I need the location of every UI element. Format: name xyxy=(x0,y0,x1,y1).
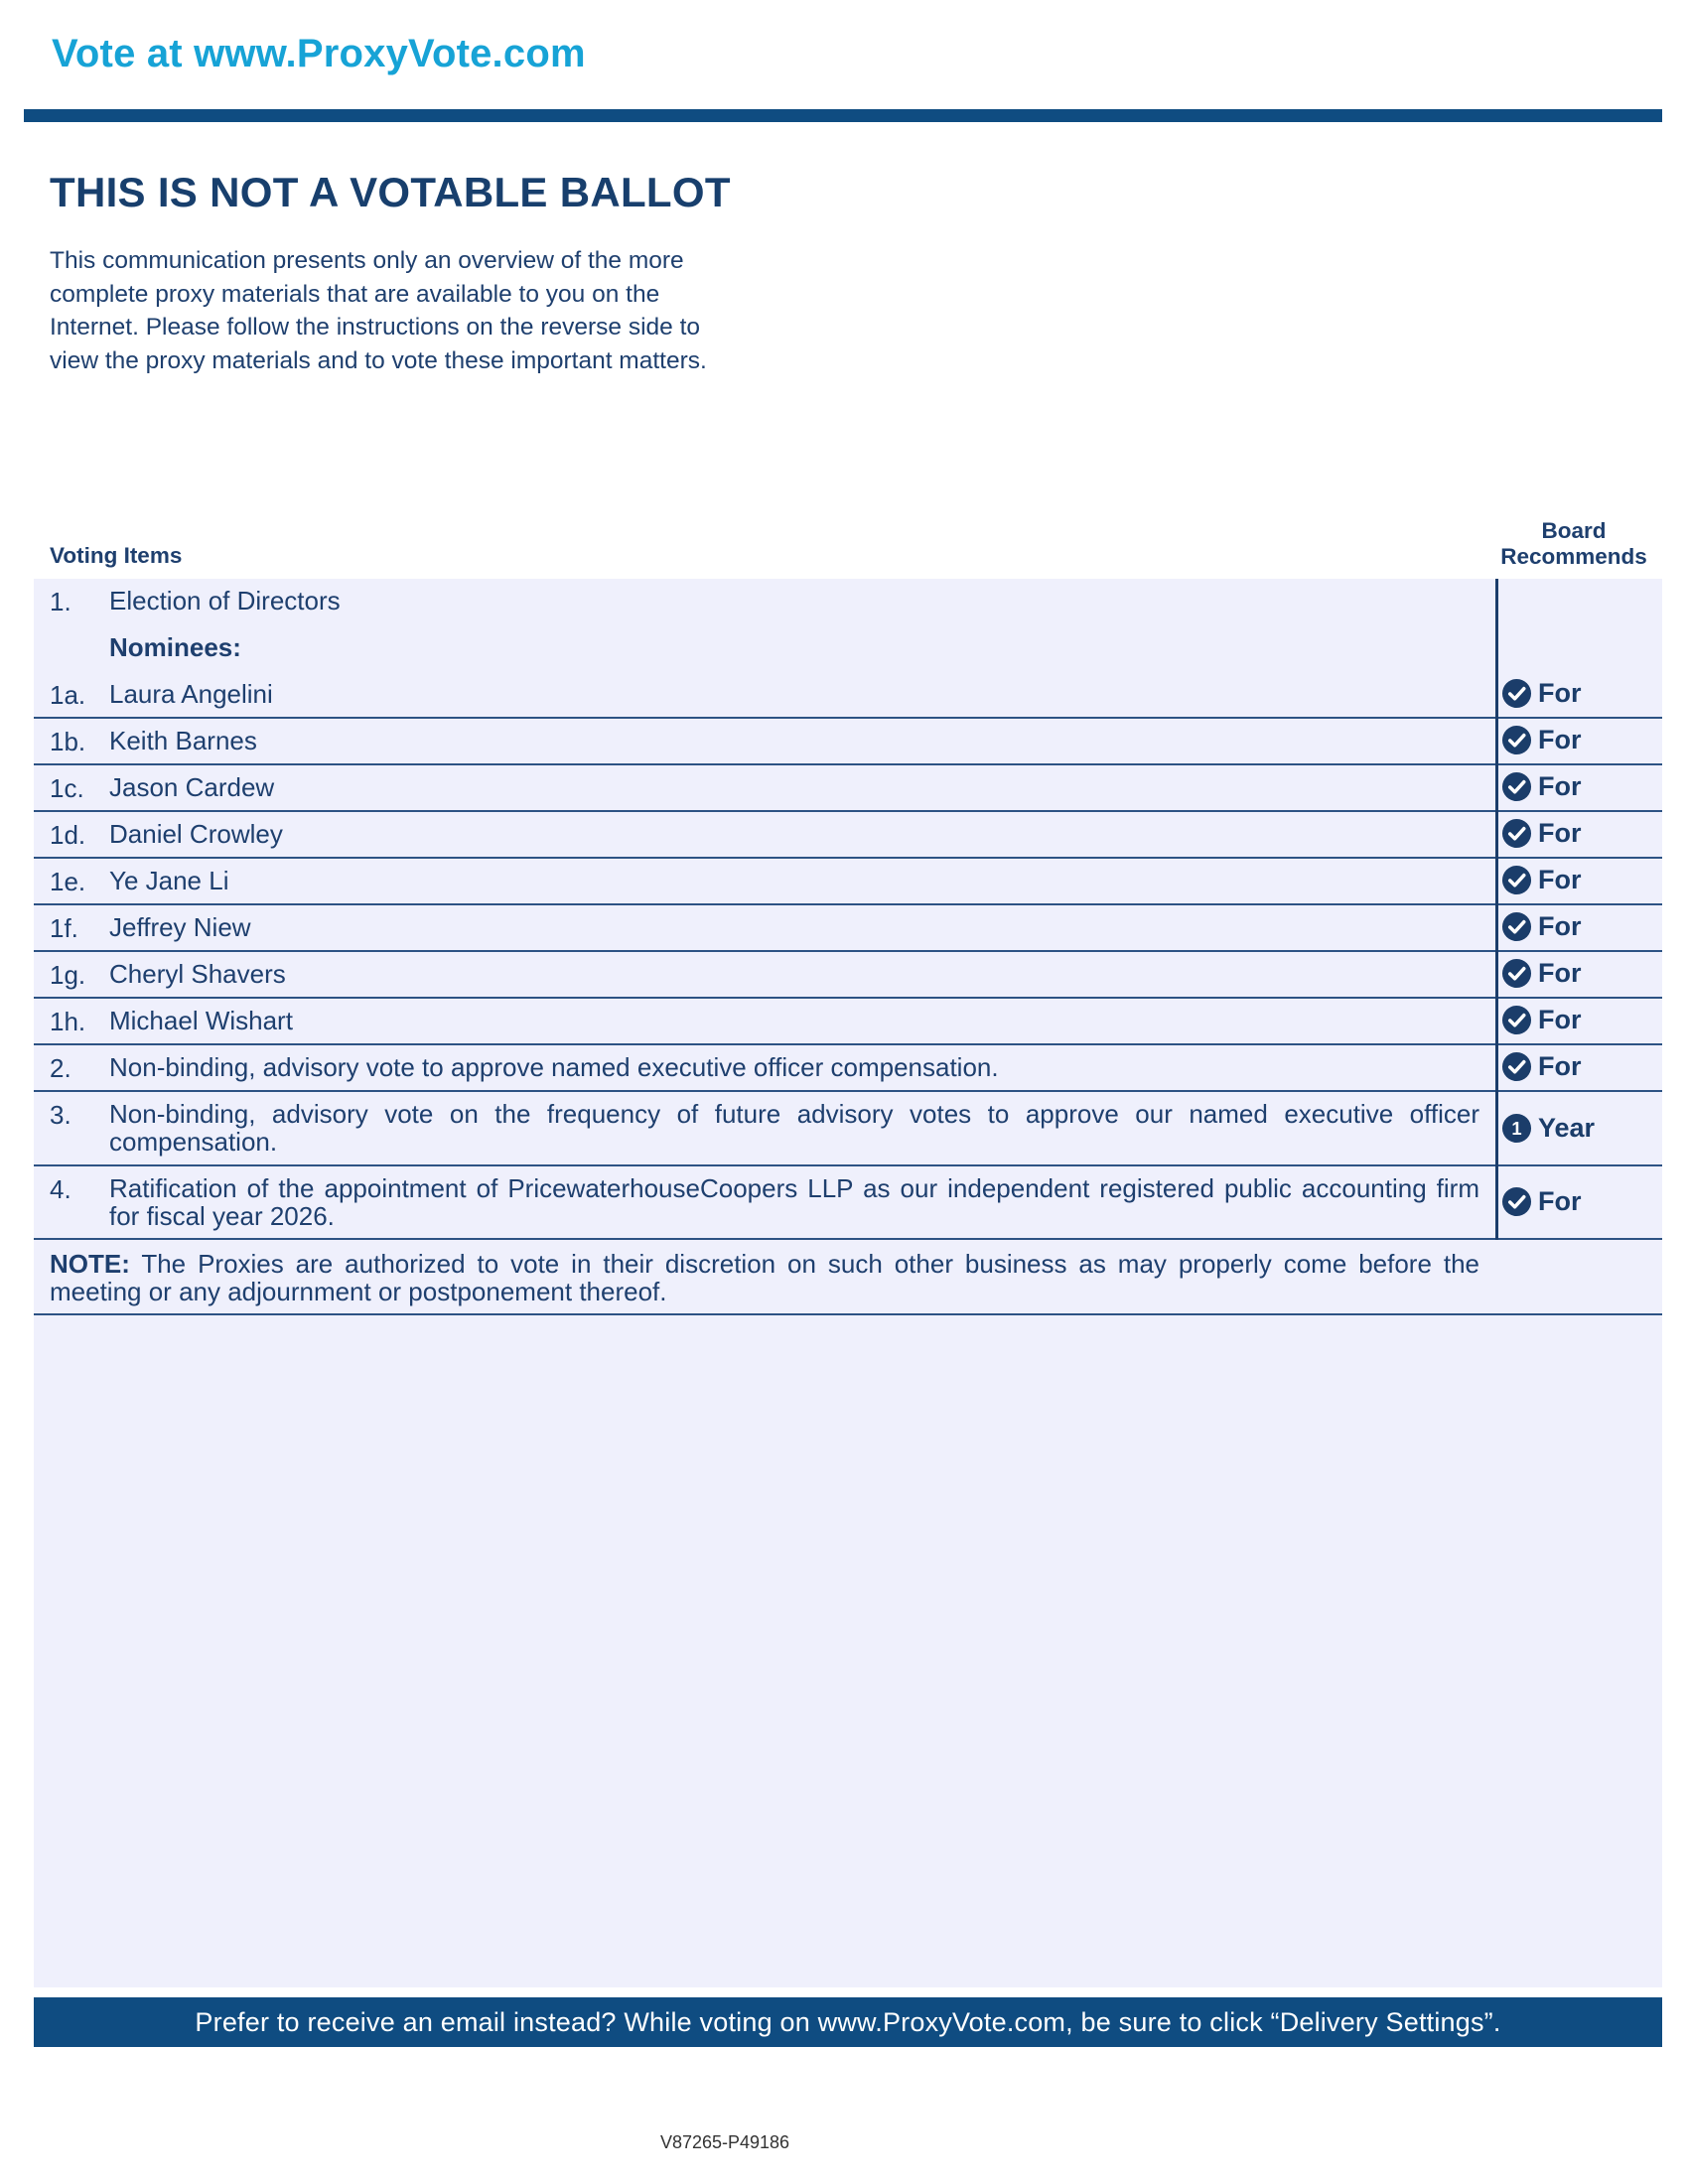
recommendation-label: For xyxy=(1538,818,1582,848)
recommendation-label: For xyxy=(1538,911,1582,941)
nominees-label: Nominees: xyxy=(109,632,241,662)
nominee-name: Jeffrey Niew xyxy=(109,912,251,942)
nominee-number: 1c. xyxy=(50,773,84,803)
table-row xyxy=(34,1166,1662,1240)
check-circle-icon xyxy=(1501,958,1532,989)
board-recommendation xyxy=(1501,771,1582,802)
table-row xyxy=(34,1045,1662,1092)
table-row xyxy=(34,765,1662,812)
board-recommends-header xyxy=(1494,518,1653,570)
table-row xyxy=(34,952,1662,999)
item-text: Ratification of the appointment of PricewaterhouseCoopers LLP as our independent registered public accounting firm for fiscal year 2026. xyxy=(109,1173,1479,1231)
nominee-name: Daniel Crowley xyxy=(109,819,283,849)
intro-line: Internet. Please follow the instructions on the reverse side to xyxy=(50,314,701,341)
item-text: Non-binding, advisory vote on the frequency of future advisory votes to approve our named executive officer compensation. xyxy=(109,1099,1479,1157)
page-heading: THIS IS NOT A VOTABLE BALLOT xyxy=(50,169,731,215)
voting-items-header: Voting Items xyxy=(50,543,183,568)
board-header-line: Recommends xyxy=(1500,544,1647,569)
recommendation-label: Year xyxy=(1538,1113,1596,1143)
nominee-name: Ye Jane Li xyxy=(109,866,229,895)
check-circle-icon xyxy=(1501,1005,1532,1035)
nominee-number: 1a. xyxy=(50,680,86,710)
nominee-number: 1e. xyxy=(50,867,86,896)
note-text xyxy=(50,1250,1479,1305)
vote-at-title: Vote at www.ProxyVote.com xyxy=(52,32,586,75)
check-circle-icon xyxy=(1501,725,1532,755)
board-recommendation xyxy=(1501,958,1582,989)
recommendation-label: For xyxy=(1538,958,1582,988)
table-row xyxy=(34,999,1662,1045)
note-body: The Proxies are authorized to vote in their discretion on such other business as may properly come before the meeting or any adjournment or postponement thereof. xyxy=(50,1249,1479,1306)
nominee-number: 1h. xyxy=(50,1007,86,1036)
board-header-line: Board xyxy=(1541,518,1607,543)
list-item xyxy=(34,625,1662,671)
nominee-number: 1g. xyxy=(50,960,86,990)
table-row xyxy=(34,812,1662,859)
board-recommendation xyxy=(1501,865,1582,895)
item-number: 2. xyxy=(50,1053,71,1083)
recommendation-label: For xyxy=(1538,1186,1582,1216)
nominee-name: Keith Barnes xyxy=(109,726,257,755)
header-rule xyxy=(24,109,1662,122)
board-recommendation xyxy=(1501,678,1582,709)
table-row xyxy=(34,859,1662,905)
number-circle-icon xyxy=(1501,1113,1532,1144)
nominee-number: 1d. xyxy=(50,820,86,850)
board-recommendation xyxy=(1501,1051,1582,1082)
board-recommendation xyxy=(1501,1186,1582,1217)
list-item xyxy=(34,579,1662,625)
table-row xyxy=(34,719,1662,765)
recommendation-label: For xyxy=(1538,678,1582,708)
item-number: 3. xyxy=(50,1100,71,1130)
item-text: Election of Directors xyxy=(109,586,341,615)
note-row xyxy=(34,1240,1662,1315)
item-text: Non-binding, advisory vote to approve named executive officer compensation. xyxy=(109,1052,999,1082)
column-divider xyxy=(1495,579,1498,1240)
board-recommendation xyxy=(1501,1113,1595,1144)
nominee-name: Laura Angelini xyxy=(109,679,273,709)
check-circle-icon xyxy=(1501,1051,1532,1082)
table-row xyxy=(34,671,1662,719)
nominee-name: Cheryl Shavers xyxy=(109,959,286,989)
check-circle-icon xyxy=(1501,911,1532,942)
intro-line: view the proxy materials and to vote these important matters. xyxy=(50,346,707,374)
board-recommendation xyxy=(1501,818,1582,849)
delivery-settings-banner: Prefer to receive an email instead? While voting on www.ProxyVote.com, be sure to click “Delivery Settings”. xyxy=(34,1997,1662,2047)
note-label: NOTE: xyxy=(50,1249,130,1279)
nominee-number: 1f. xyxy=(50,913,78,943)
check-circle-icon xyxy=(1501,771,1532,802)
recommendation-label: For xyxy=(1538,1005,1582,1034)
recommendation-label: For xyxy=(1538,771,1582,801)
check-circle-icon xyxy=(1501,865,1532,895)
control-code: V87265-P49186 xyxy=(659,2132,790,2152)
check-circle-icon xyxy=(1501,818,1532,849)
check-circle-icon xyxy=(1501,678,1532,709)
check-circle-icon xyxy=(1501,1186,1532,1217)
board-recommendation xyxy=(1501,1005,1582,1035)
nominee-number: 1b. xyxy=(50,727,86,756)
nominee-name: Michael Wishart xyxy=(109,1006,293,1035)
recommendation-label: For xyxy=(1538,1051,1582,1081)
intro-text xyxy=(50,244,804,377)
item-number: 1. xyxy=(50,587,71,616)
recommendation-label: For xyxy=(1538,725,1582,754)
table-row xyxy=(34,1092,1662,1166)
intro-line: complete proxy materials that are available to you on the xyxy=(50,280,660,308)
intro-line: This communication presents only an overview of the more xyxy=(50,247,684,274)
board-recommendation xyxy=(1501,725,1582,755)
table-row xyxy=(34,905,1662,952)
nominee-name: Jason Cardew xyxy=(109,772,275,802)
board-recommendation xyxy=(1501,911,1582,942)
badge-number: 1 xyxy=(1511,1117,1522,1139)
item-number: 4. xyxy=(50,1174,71,1204)
recommendation-label: For xyxy=(1538,865,1582,894)
